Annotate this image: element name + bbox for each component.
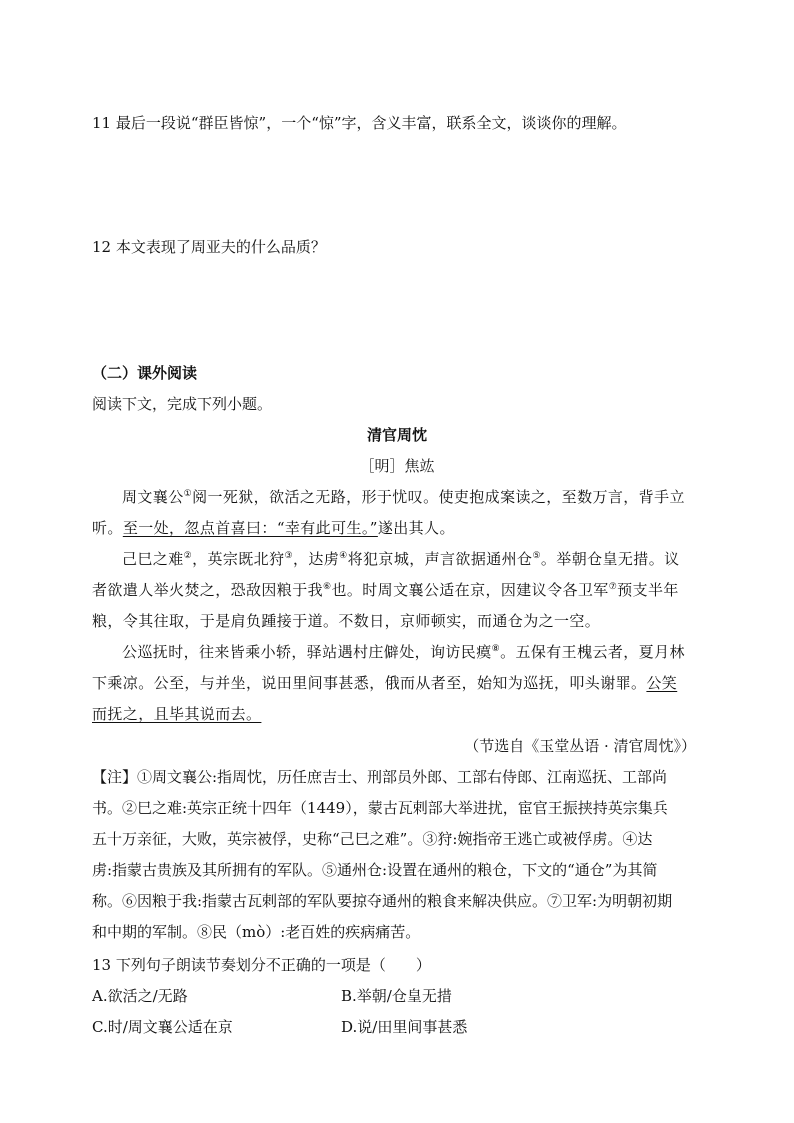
text-segment: 阅一死狱，欲活之无路，形于忧叹。使吏抱成案读之，至数万言，背手立	[192, 488, 685, 506]
text-segment: 。五保有王槐云者，夏月林	[500, 643, 685, 661]
article-title: 清官周忱	[366, 426, 427, 444]
paragraph-1-line-1	[122, 486, 685, 508]
underlined-sentence-2: 公笑	[646, 674, 678, 692]
note-marker: ⑥	[323, 582, 332, 592]
paragraph-1-line-2	[92, 517, 455, 539]
notes-line-6: 和中期的军制。⑧民（mò）:老百姓的疾病痛苦。	[92, 923, 421, 941]
text-segment: ，达虏	[292, 550, 340, 568]
text-segment: 者欲遣人举火焚之，恐敌因粮于我	[92, 581, 324, 599]
article-source: （节选自《玉堂丛语 · 清官周忱》）	[464, 737, 696, 755]
option-a[interactable]: A.欲活之/无路	[92, 987, 188, 1005]
question-12: 12 本文表现了周亚夫的什么品质？	[92, 238, 326, 256]
text-segment: 公巡抚时，往来皆乘小轿，驿站遇村庄僻处，询访民瘼	[122, 643, 492, 661]
text-segment: 也。时周文襄公适在京，因建议令各卫军	[331, 581, 609, 599]
article-author: ［明］焦竑	[359, 457, 435, 475]
option-c[interactable]: C.时/周文襄公适在京	[92, 1018, 233, 1036]
underlined-sentence-2-cont: 而抚之，且毕其说而去。	[92, 705, 262, 723]
notes-line-3: 五十万亲征，大败，英宗被俘，史称“己巳之难”。③狩:婉指帝王逃亡或被俘虏。④达	[92, 830, 653, 848]
note-marker: ②	[183, 551, 193, 561]
paragraph-3-line-3	[92, 703, 261, 725]
note-marker: ④	[339, 551, 348, 561]
text-segment: 。举朝仓皇无措。议	[540, 550, 680, 568]
text-segment: 听。	[92, 519, 123, 537]
note-marker: ③	[284, 551, 293, 561]
notes-line-1: 【注】①周文襄公:指周忱，历任庶吉士、刑部员外郎、工部右侍郎、江南巡抚、工部尚	[92, 768, 668, 786]
paragraph-2-line-1	[122, 548, 680, 570]
paragraph-3-line-2	[92, 672, 677, 694]
text-segment: ，英宗既北狩	[192, 550, 285, 568]
paragraph-2-line-2	[92, 579, 679, 601]
notes-line-2: 书。②巳之难:英宗正统十四年（1449），蒙古瓦剌部大举进扰，宦官王振挟持英宗集兵	[92, 799, 668, 817]
paragraph-2-line-3: 粮，令其往取，于是肩负踵接于道。不数日，京师顿实，而通仓为之一空。	[92, 612, 601, 630]
question-13: 13 下列句子朗读节奏划分不正确的一项是（ ）	[92, 956, 431, 974]
option-b[interactable]: B.举朝/仓皇无措	[341, 987, 452, 1005]
section-instruction: 阅读下文，完成下列小题。	[92, 395, 273, 413]
notes-line-4: 虏:指蒙古贵族及其所拥有的军队。⑤通州仓:设置在通州的粮仓，下文的“通仓”为其简	[92, 861, 658, 879]
note-marker: ⑤	[532, 551, 541, 561]
notes-line-5: 称。⑥因粮于我:指蒙古瓦剌部的军队要掠夺通州的粮食来解决供应。⑦卫军:为明朝初期	[92, 892, 673, 910]
note-marker: ⑧	[491, 644, 501, 654]
paragraph-3-line-1	[122, 641, 685, 663]
note-marker: ⑦	[608, 582, 618, 592]
text-segment: 预支半年	[617, 581, 679, 599]
option-d[interactable]: D.说/田里间事甚悉	[341, 1018, 468, 1036]
section-heading: （二）课外阅读	[92, 364, 198, 382]
underlined-sentence-1: 至一处，忽点首喜曰：“幸有此可生。”	[122, 519, 378, 537]
text-segment: 下乘凉。公至，与并坐，说田里间事甚悉，俄而从者至，始知为巡抚，叩头谢罪。	[92, 674, 647, 692]
note-marker: ①	[183, 489, 193, 499]
text-segment: 周文襄公	[122, 488, 184, 506]
text-segment: 己巳之难	[122, 550, 184, 568]
text-segment: 遂出其人。	[377, 519, 455, 537]
question-11: 11 最后一段说“群臣皆惊”，一个“惊”字，含义丰富，联系全文，谈谈你的理解。	[92, 114, 627, 132]
text-segment: 将犯京城，声言欲据通州仓	[347, 550, 533, 568]
